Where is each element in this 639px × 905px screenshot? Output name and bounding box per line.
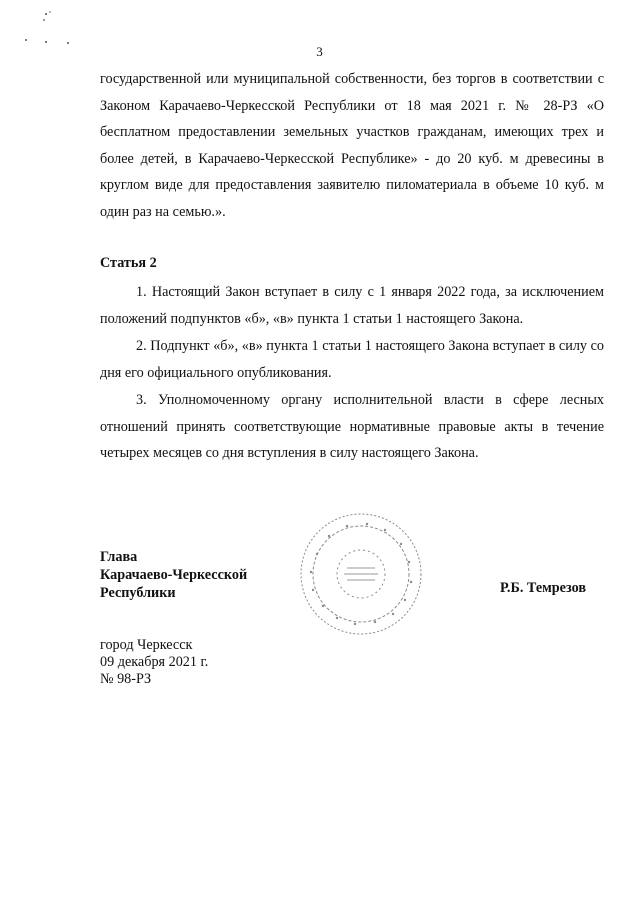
article-item-1: 1. Настоящий Закон вступает в силу с 1 января 2022 года, за исключением положений подпунктов «б», «в» пункта 1 статьи 1 настоящего Закона. — [100, 284, 604, 327]
signer-title — [100, 548, 320, 602]
article-heading: Статья 2 — [100, 255, 157, 271]
signer-title-line-2: Карачаево-Черкесской — [100, 567, 248, 583]
signer-name: Р.Б. Темрезов — [500, 580, 587, 596]
scan-artifact-marks — [20, 8, 90, 48]
page-number: 3 — [316, 44, 323, 59]
paragraph-continuation: государственной или муниципальной собственности, без торгов в соответствии с Законом Карачаево-Черкесской Республики от 18 мая 2021 г. № 28-РЗ «О бесплатном предоставлении земельных участков гражданам, имеющих трех и более детей, в Карачаево-Черкесской Республике» - до 20 куб. м древесины в круглом виде для предоставления заявителю пиломатериала в объеме 10 куб. м один раз на семью.». — [100, 71, 604, 220]
article-items — [100, 279, 604, 468]
footer-city: город Черкесск — [100, 637, 193, 653]
signer-title-line-1: Глава — [100, 549, 138, 565]
signer-title-line-3: Республики — [100, 585, 176, 601]
article-item-2: 2. Подпункт «б», «в» пункта 1 статьи 1 настоящего Закона вступает в силу со дня его официального опубликования. — [100, 338, 604, 381]
footer-law-number: № 98-РЗ — [100, 671, 152, 687]
document-footer — [100, 637, 208, 688]
article-item-3: 3. Уполномоченному органу исполнительной власти в сфере лесных отношений принять соответствующие нормативные правовые акты в течение четырех месяцев со дня вступления в силу настоящего Закона. — [100, 392, 604, 461]
official-seal-stamp — [297, 510, 425, 638]
footer-date: 09 декабря 2021 г. — [100, 654, 209, 670]
